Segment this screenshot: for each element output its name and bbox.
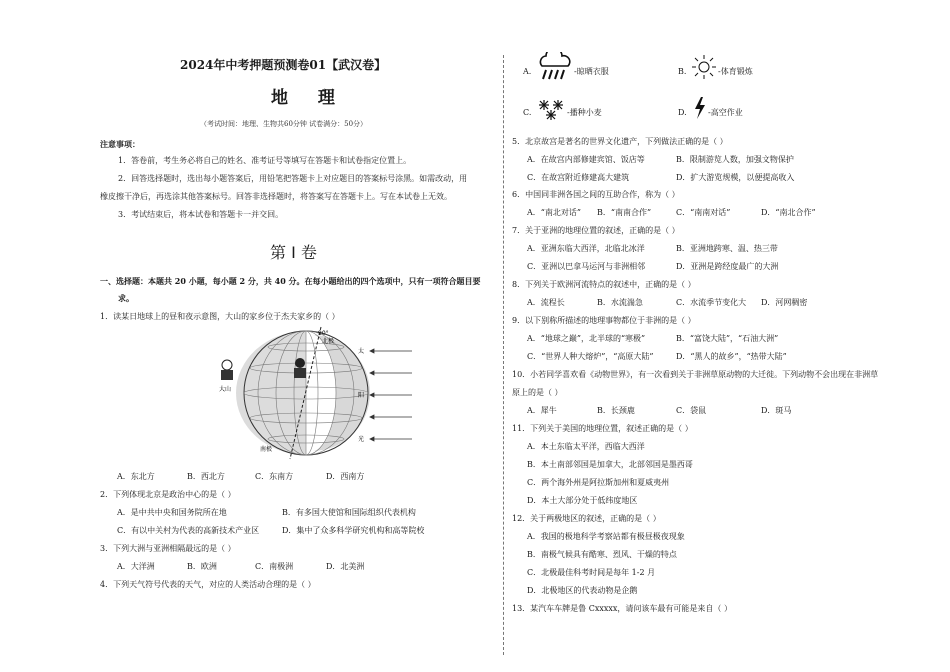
question-7: 7．关于亚洲的地理位置的叙述，正确的是（ ）	[512, 226, 680, 235]
q1-option-b: B．西北方	[187, 472, 225, 481]
question-6: 6．中国同非洲各国之间的互助合作，称为（ ）	[512, 190, 680, 199]
q4-option-b-letter: B.	[678, 67, 687, 76]
q6-option-b: B．“南南合作”	[597, 208, 652, 217]
q8-option-d: D．河网稠密	[761, 298, 808, 307]
exam-title: 2024年中考押题预测卷01【武汉卷】	[180, 58, 387, 72]
part-title: 第 I 卷	[270, 243, 317, 262]
notice-1: 1．答卷前，考生务必将自己的姓名、准考证号等填写在答题卡和试卷指定位置上。	[118, 156, 412, 165]
question-13: 13．某汽车车牌是鲁 Cxxxxx，请问该车最有可能是来自（ ）	[512, 604, 732, 613]
question-3: 3．下列大洲与亚洲相隔最远的是（ ）	[100, 544, 236, 553]
q12-option-d: D．北极地区的代表动物是企鹅	[527, 586, 638, 595]
label-90: 90°	[318, 330, 329, 337]
q11-option-a: A．本土东临太平洋，西临大西洋	[527, 442, 645, 451]
q6-option-d: D．“南北合作”	[761, 208, 816, 217]
notice-2b: 橡皮擦干净后，再选涂其他答案标号。回答非选择题时，将答案写在答题卡上。写在本试卷上无效。	[100, 192, 452, 201]
q2-option-d: D．集中了众多科学研究机构和高等院校	[282, 526, 425, 535]
exam-info: （考试时间：地理、生物共60分钟 试卷满分：50分）	[200, 120, 368, 128]
q11-option-d: D．本土大部分处于低纬度地区	[527, 496, 638, 505]
beam-label-3: 光	[358, 436, 365, 443]
lightning-icon	[692, 96, 708, 120]
sun-icon	[690, 54, 718, 80]
q4-option-a-text: -晾晒衣服	[574, 67, 609, 76]
q10-option-b: B．长颈鹿	[597, 406, 635, 415]
notice-2a: 2．回答选择题时，选出每小题答案后，用铅笔把答题卡上对应题目的答案标号涂黑。如需改动，用	[118, 174, 468, 183]
q2-option-c: C．有以中关村为代表的高新技术产业区	[117, 526, 260, 535]
q9-option-c: C．“世界人种大熔炉”，“高原大陆”	[527, 352, 654, 361]
q3-option-b: B．欧洲	[187, 562, 217, 571]
question-5: 5．北京故宫是著名的世界文化遗产，下列做法正确的是（ ）	[512, 137, 728, 146]
q3-option-a: A．大洋洲	[117, 562, 155, 571]
q10-option-c: C．袋鼠	[676, 406, 707, 415]
snow-icon	[536, 98, 568, 122]
label-dashan: 大山	[219, 386, 232, 393]
q4-option-c-letter: C.	[523, 108, 532, 117]
q4-option-a-letter: A.	[523, 67, 532, 76]
beam-label-1: 太	[358, 348, 365, 355]
q5-option-d: D．扩大游览规模，以便提高收入	[676, 173, 795, 182]
q4-option-d-text: -高空作业	[708, 108, 743, 117]
q12-option-c: C．北极最佳科考时间是每年 1-2 月	[527, 568, 656, 577]
section-heading-line2: 求。	[118, 293, 134, 303]
question-10-line2: 原上的是（ ）	[512, 388, 563, 397]
question-12: 12．关于两极地区的叙述，正确的是（ ）	[512, 514, 661, 523]
q4-option-c-text: -播种小麦	[567, 108, 602, 117]
q10-option-d: D．斑马	[761, 406, 792, 415]
q2-option-b: B．有多国大使馆和国际组织代表机构	[282, 508, 416, 517]
q6-option-a: A．“南北对话”	[527, 208, 581, 217]
section-heading-line1: 一、选择题：本题共 20 小题，每小题 2 分，共 40 分。在每小题给出的四个选项中，只有一项符合题目要	[100, 276, 481, 286]
q9-option-a: A．“地球之巅”，北半球的“寒极”	[527, 334, 646, 343]
q1-option-d: D．西南方	[326, 472, 365, 481]
beam-label-2: 阳	[358, 392, 365, 399]
q10-option-a: A．犀牛	[527, 406, 557, 415]
q4-option-d-letter: D.	[678, 108, 687, 117]
q5-option-a: A．在故宫内部修建宾馆、饭店等	[527, 155, 645, 164]
q7-option-b: B．亚洲地跨寒、温、热三带	[676, 244, 778, 253]
q3-option-d: D．北美洲	[326, 562, 365, 571]
notice-3: 3．考试结束后，将本试卷和答题卡一并交回。	[118, 210, 284, 219]
q11-option-b: B．本土南部邻国是加拿大，北部邻国是墨西哥	[527, 460, 693, 469]
label-south-pole: 南极	[260, 446, 273, 453]
q6-option-c: C．“南南对话”	[676, 208, 731, 217]
label-north-pole: 北极	[322, 338, 335, 345]
question-8: 8．下列关于欧洲河流特点的叙述中，正确的是（ ）	[512, 280, 696, 289]
question-4: 4．下列天气符号代表的天气，对应的人类活动合理的是（ ）	[100, 580, 316, 589]
q5-option-b: B．限制游览人数，加强文物保护	[676, 155, 794, 164]
day-night-globe-figure	[112, 323, 412, 463]
question-1: 1．读某日地球上的昼和夜示意图，大山的家乡位于杰夫家乡的（ ）	[100, 312, 340, 321]
q4-option-b-text: -体育锻炼	[718, 67, 753, 76]
question-10-line1: 10．小若同学喜欢看《动物世界》，有一次看到关于非洲草原动物的大迁徙。下列动物不会出现在非洲草	[512, 370, 879, 379]
q2-option-a: A．是中共中央和国务院所在地	[117, 508, 227, 517]
column-divider	[503, 55, 504, 655]
q1-option-a: A．东北方	[117, 472, 155, 481]
question-11: 11．下列关于美国的地理位置，叙述正确的是（ ）	[512, 424, 693, 433]
q8-option-b: B．水流湍急	[597, 298, 643, 307]
question-9: 9．以下别称所描述的地理事物都位于非洲的是（ ）	[512, 316, 696, 325]
q7-option-d: D．亚洲是跨经度最广的大洲	[676, 262, 779, 271]
q1-option-c: C．东南方	[255, 472, 294, 481]
question-2: 2．下列体现北京是政治中心的是（ ）	[100, 490, 236, 499]
globe-diagram	[112, 323, 412, 463]
q8-option-c: C．水流季节变化大	[676, 298, 747, 307]
person-jeff-icon	[294, 358, 306, 378]
q5-option-c: C．在故宫附近修建高大建筑	[527, 173, 630, 182]
q3-option-c: C．南极洲	[255, 562, 294, 571]
person-dashan-icon	[221, 360, 233, 380]
sun-rays	[370, 349, 412, 441]
q11-option-c: C．两个海外州是阿拉斯加州和夏威夷州	[527, 478, 670, 487]
subject-title: 地 理	[271, 88, 347, 108]
q12-option-b: B．南极气候具有酷寒、烈风、干燥的特点	[527, 550, 677, 559]
rain-icon	[536, 52, 574, 80]
q7-option-c: C．亚洲以巴拿马运河与非洲相邻	[527, 262, 646, 271]
q12-option-a: A．我国的极地科学考察站都有极昼极夜现象	[527, 532, 685, 541]
q7-option-a: A．亚洲东临大西洋，北临北冰洋	[527, 244, 645, 253]
q9-option-d: D．“黑人的故乡”，“热带大陆”	[676, 352, 787, 361]
q9-option-b: B．“富饶大陆”，“石油大洲”	[676, 334, 779, 343]
notice-heading: 注意事项：	[100, 139, 140, 149]
q8-option-a: A．流程长	[527, 298, 565, 307]
